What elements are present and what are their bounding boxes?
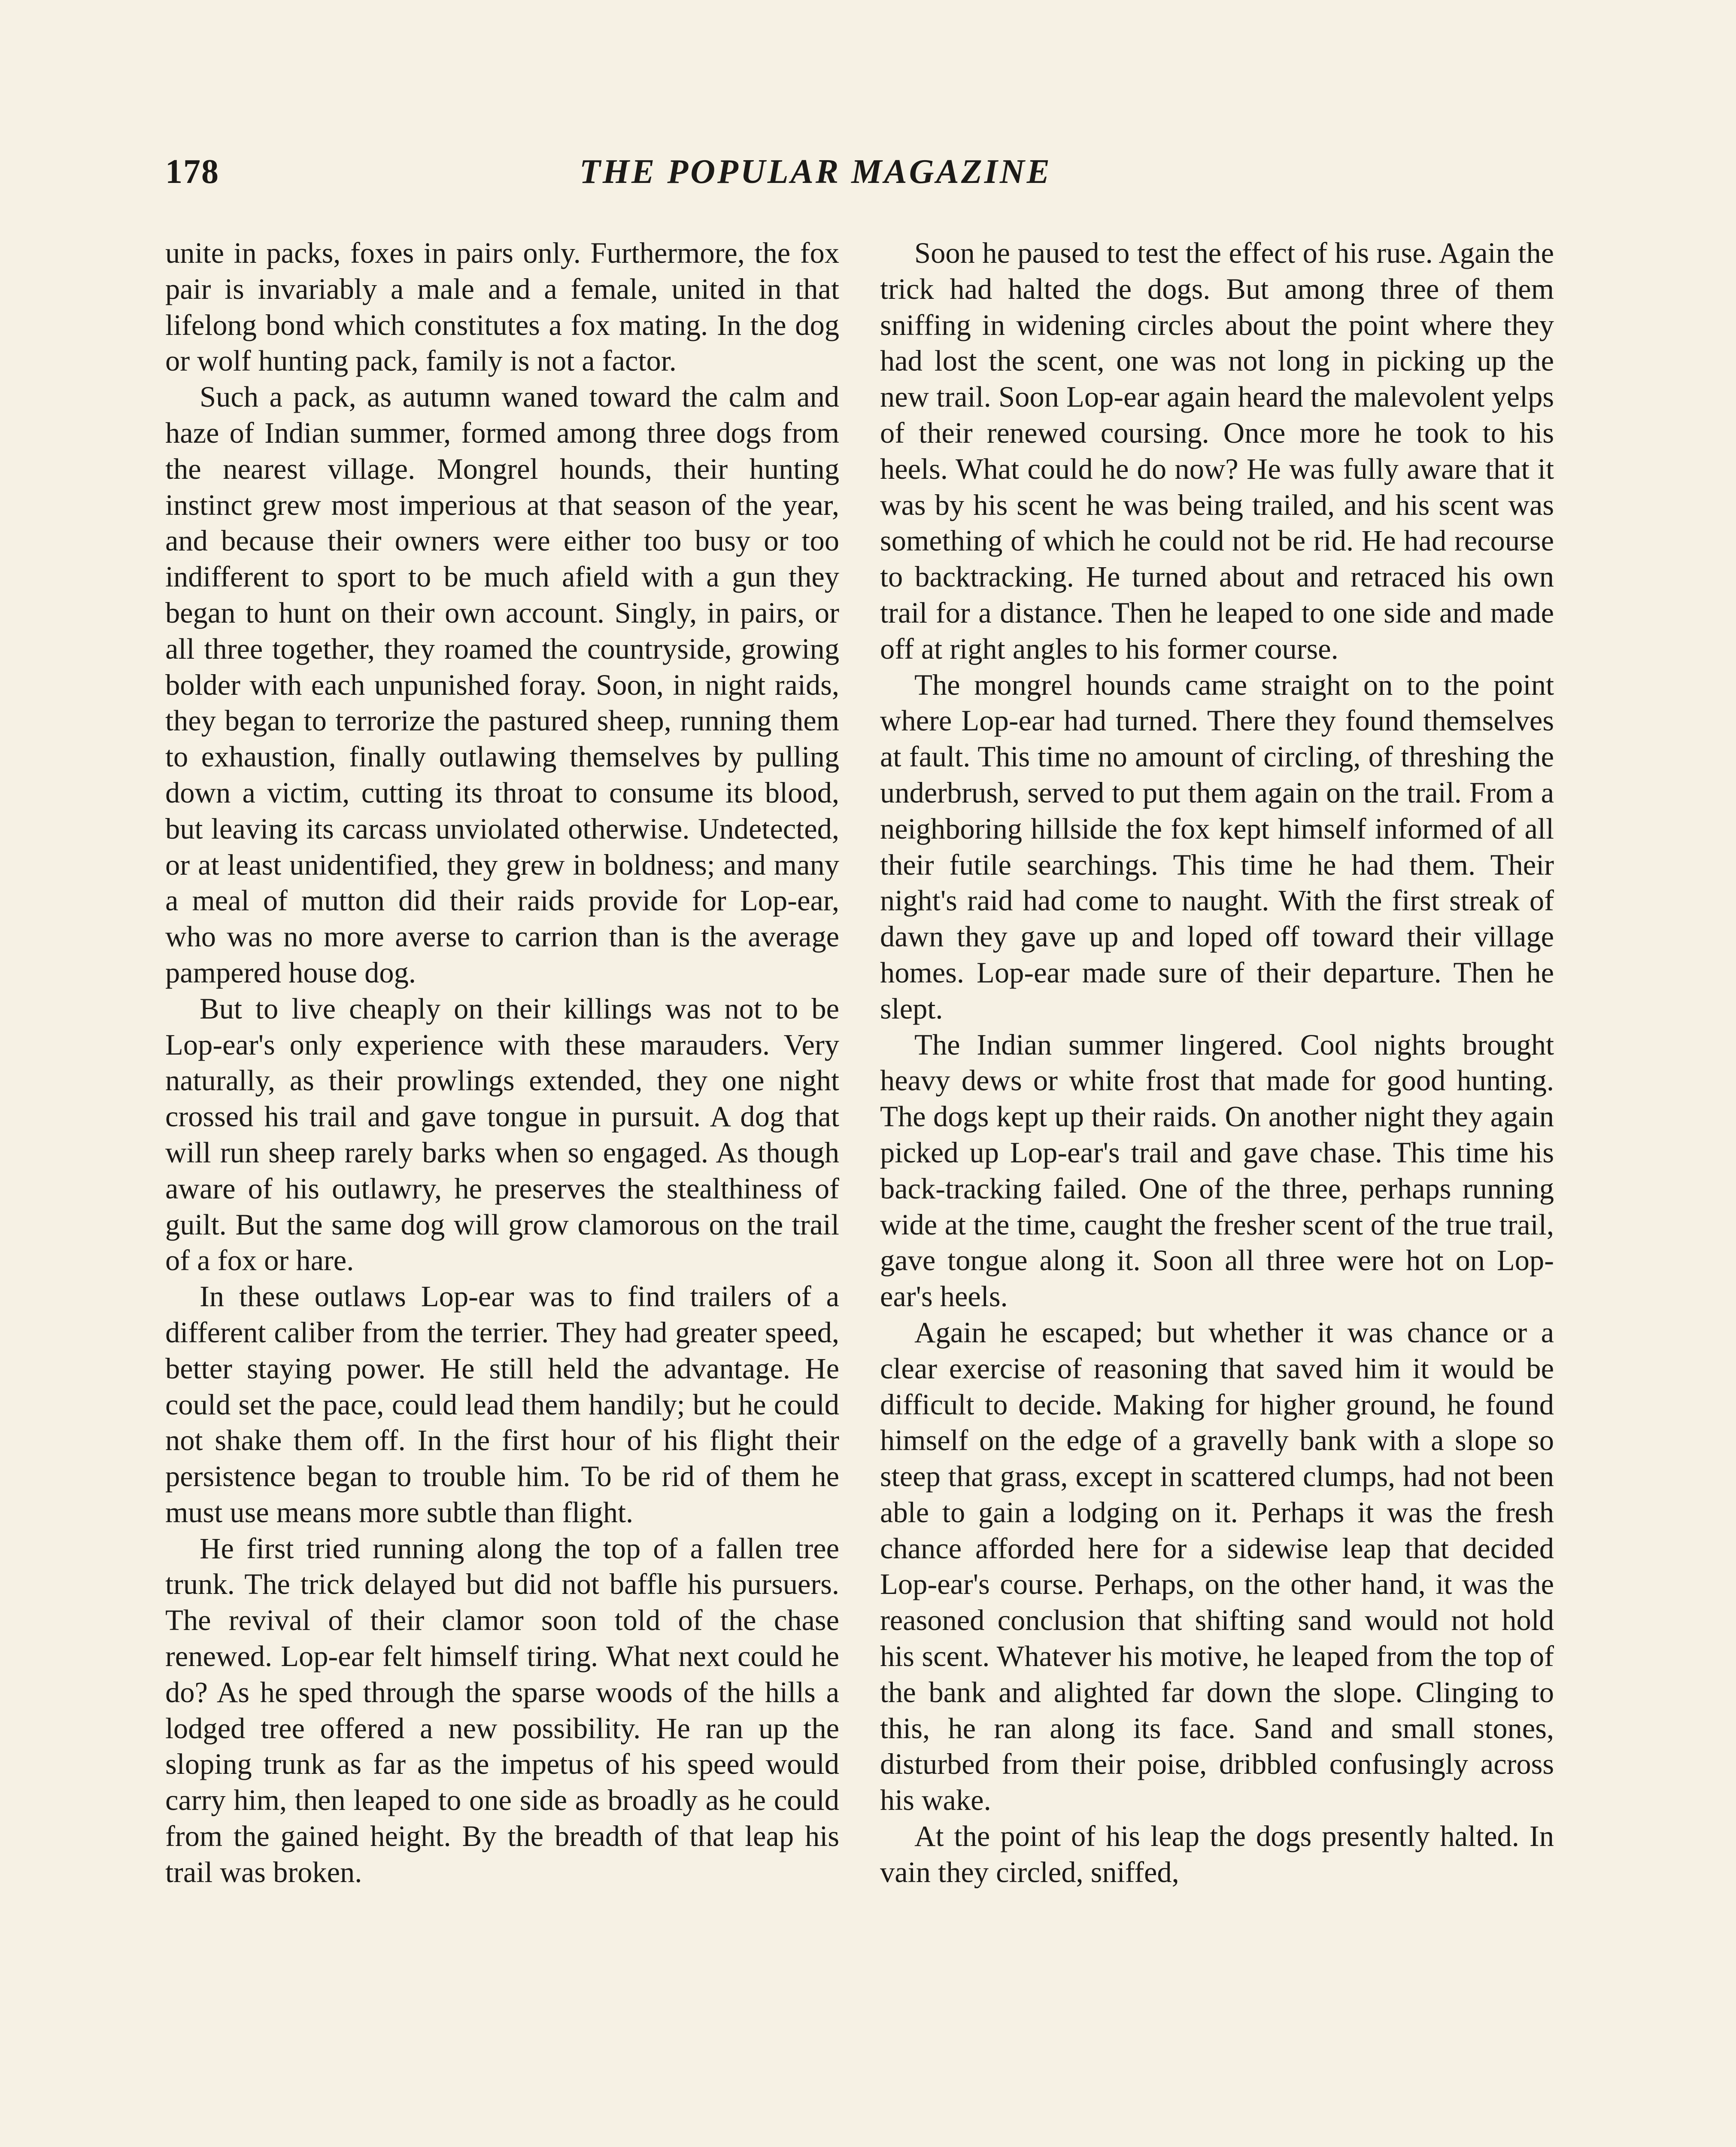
paragraph: But to live cheaply on their killings was not to be Lop-ear's only experience with these marauders. Very naturally, as their prowlings extended, they one night crossed his trail and gave tongue in pursuit. A dog that will run sheep rarely barks when so engaged. As though aware of his outlawry, he preserves the stealthiness of guilt. But the same dog will grow clamorous on the trail of a fox or hare. <box>165 992 839 1277</box>
paragraph: In these outlaws Lop-ear was to find trailers of a different caliber from the terrier. They had greater speed, better staying power. He still held the advantage. He could set the pace, could lead them handily; but he could not shake them off. In the first hour of his flight their persistence began to trouble him. To be rid of them he must use means more subtle than flight. <box>165 1280 839 1529</box>
paragraph: The Indian summer lingered. Cool nights brought heavy dews or white frost that made for good hunting. The dogs kept up their raids. On another night they again picked up Lop-ear's trail and gave chase. This time his back-tracking failed. One of the three, perhaps running wide at the time, caught the fresher scent of the true trail, gave tongue along it. Soon all three were hot on Lop-ear's heels. <box>880 1028 1554 1313</box>
paragraph: unite in packs, foxes in pairs only. Furthermore, the fox pair is invariably a male and a female, united in that lifelong bond which constitutes a fox mating. In the dog or wolf hunting pack, family is not a factor. <box>165 237 839 377</box>
paragraph: The mongrel hounds came straight on to the point where Lop-ear had turned. There they found themselves at fault. This time no amount of circling, of threshing the underbrush, served to put them again on the trail. From a neighboring hillside the fox kept himself informed of all their futile searchings. This time he had them. Their night's raid had come to naught. With the first streak of dawn they gave up and loped off toward their village homes. Lop-ear made sure of their departure. Then he slept. <box>880 668 1554 1025</box>
left-column <box>165 235 839 1891</box>
paragraph: He first tried running along the top of a fallen tree trunk. The trick delayed but did not baffle his pursuers. The revival of their clamor soon told of the chase renewed. Lop-ear felt himself tiring. What next could he do? As he sped through the sparse woods of the hills a lodged tree offered a new possibility. He ran up the sloping trunk as far as the impetus of his speed would carry him, then leaped to one side as broadly as he could from the gained height. By the breadth of that leap his trail was broken. <box>165 1532 839 1889</box>
right-column <box>880 235 1554 1891</box>
paragraph: Such a pack, as autumn waned toward the calm and haze of Indian summer, formed among three dogs from the nearest village. Mongrel hounds, their hunting instinct grew most imperious at that season of the year, and because their owners were either too busy or too indifferent to sport to be much afield with a gun they began to hunt on their own account. Singly, in pairs, or all three together, they roamed the countryside, growing bolder with each unpunished foray. Soon, in night raids, they began to terrorize the pastured sheep, running them to exhaustion, finally outlawing themselves by pulling down a victim, cutting its throat to consume its blood, but leaving its carcass unviolated otherwise. Undetected, or at least unidentified, they grew in boldness; and many a meal of mutton did their raids provide for Lop-ear, who was no more averse to carrion than is the average pampered house dog. <box>165 380 839 989</box>
running-head: THE POPULAR MAGAZINE <box>579 153 1052 191</box>
page-number: 178 <box>165 153 219 191</box>
paragraph: At the point of his leap the dogs presently halted. In vain they circled, sniffed, <box>880 1820 1554 1889</box>
paragraph: Soon he paused to test the effect of his ruse. Again the trick had halted the dogs. But among three of them sniffing in widening circles about the point where they had lost the scent, one was not long in picking up the new trail. Soon Lop-ear again heard the malevolent yelps of their renewed coursing. Once more he took to his heels. What could he do now? He was fully aware that it was by his scent he was being trailed, and his scent was something of which he could not be rid. He had recourse to backtracking. He turned about and retraced his own trail for a distance. Then he leaped to one side and made off at right angles to his former course. <box>880 237 1554 665</box>
paragraph: Again he escaped; but whether it was chance or a clear exercise of reasoning that saved him it would be difficult to decide. Making for higher ground, he found himself on the edge of a gravelly bank with a slope so steep that grass, except in scattered clumps, had not been able to gain a lodging on it. Perhaps it was the fresh chance afforded here for a sidewise leap that decided Lop-ear's course. Perhaps, on the other hand, it was the reasoned conclusion that shifting sand would not hold his scent. Whatever his motive, he leaped from the top of the bank and alighted far down the slope. Clinging to this, he ran along its face. Sand and small stones, disturbed from their poise, dribbled confusingly across his wake. <box>880 1316 1554 1817</box>
